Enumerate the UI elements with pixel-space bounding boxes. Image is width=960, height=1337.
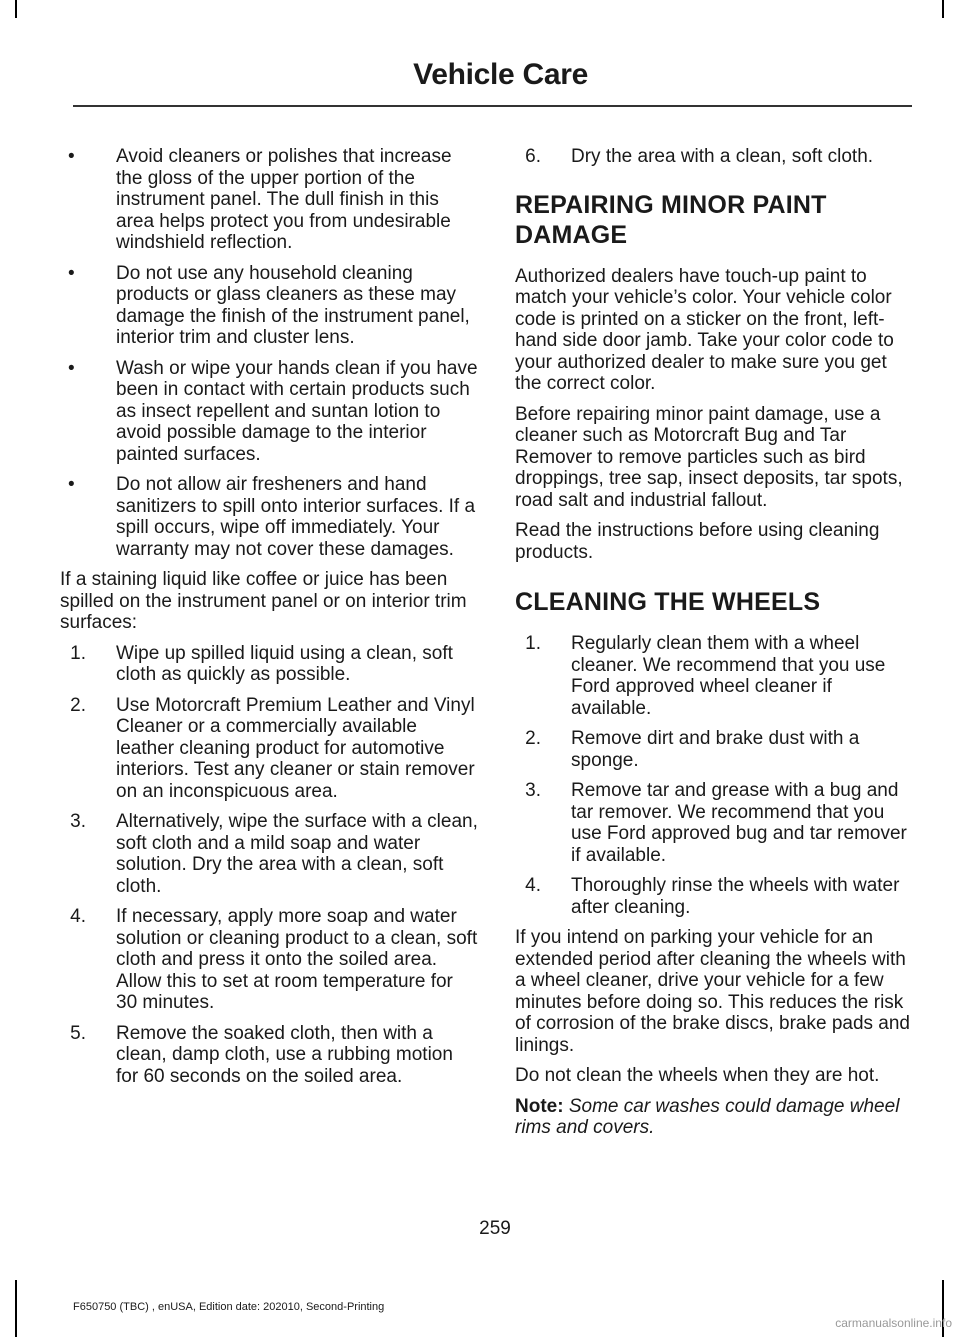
bullet-icon: • bbox=[68, 146, 75, 167]
bullet-text: Avoid cleaners or polishes that increase the gloss of the upper portion of the instrument panel. The dull finish in this area helps protect you from undesirable windshield reflection. bbox=[116, 146, 452, 253]
bullet-item bbox=[60, 474, 478, 560]
step-number: 1. bbox=[70, 642, 86, 664]
crop-mark-bottom-left bbox=[15, 1280, 17, 1337]
step-number: 5. bbox=[70, 1022, 86, 1044]
numbered-step bbox=[60, 695, 478, 803]
note-text: Some car washes could damage wheel rims and covers. bbox=[515, 1095, 900, 1138]
step-number: 2. bbox=[525, 728, 541, 749]
left-column bbox=[60, 146, 478, 1096]
paragraph: Do not clean the wheels when they are hot. bbox=[515, 1065, 880, 1086]
step-number: 2. bbox=[70, 694, 86, 716]
step-number: 3. bbox=[525, 780, 541, 801]
step-number: 4. bbox=[525, 875, 541, 896]
step-text: Remove the soaked cloth, then with a clean, damp cloth, use a rubbing motion for 60 seconds on the soiled area. bbox=[116, 1022, 453, 1087]
bullet-text: Wash or wipe your hands clean if you have been in contact with certain products such as insect repellent and suntan lotion to avoid possible damage to the interior painted surfaces. bbox=[116, 357, 478, 465]
bullet-icon: • bbox=[68, 262, 75, 284]
section-heading-cleaning-wheels: CLEANING THE WHEELS bbox=[515, 588, 821, 616]
step-text: Remove dirt and brake dust with a sponge. bbox=[571, 728, 860, 771]
step-text: Regularly clean them with a wheel cleaner. We recommend that you use Ford approved wheel cleaner if available. bbox=[571, 633, 886, 719]
bullet-item bbox=[60, 358, 478, 466]
paragraph: Authorized dealers have touch-up paint to match your vehicle’s color. Your vehicle color code is printed on a sticker on the front, left-hand side door jamb. Take your color code to your authorized dealer to make sure you get the correct color. bbox=[515, 265, 894, 394]
bullet-item bbox=[60, 146, 478, 254]
numbered-step bbox=[515, 875, 912, 918]
paragraph: If you intend on parking your vehicle for an extended period after cleaning the wheels with a wheel cleaner, drive your vehicle for a few minutes before doing so. This reduces the risk of corrosion of the brake discs, brake pads and linings. bbox=[515, 927, 911, 1056]
step-number: 4. bbox=[70, 906, 86, 927]
numbered-step bbox=[515, 146, 912, 168]
numbered-step bbox=[60, 906, 478, 1014]
bullet-text: Do not use any household cleaning products or glass cleaners as these may damage the finish of the instrument panel, interior trim and cluster lens. bbox=[116, 262, 470, 348]
step-text: Alternatively, wipe the surface with a clean, soft cloth and a mild soap and water solution. Dry the area with a clean, soft cloth. bbox=[116, 811, 478, 897]
watermark: carmanualsonline.info bbox=[835, 1316, 952, 1330]
note-label: Note: bbox=[515, 1095, 564, 1117]
right-column bbox=[515, 146, 912, 1148]
crop-mark-top-left bbox=[15, 0, 17, 18]
bullet-item bbox=[60, 263, 478, 349]
paragraph: Read the instructions before using cleaning products. bbox=[515, 520, 880, 563]
page-number: 259 bbox=[479, 1218, 511, 1239]
bullet-icon: • bbox=[68, 357, 75, 379]
crop-mark-top-right bbox=[942, 0, 944, 18]
step-text: If necessary, apply more soap and water solution or cleaning product to a clean, soft cloth and press it onto the soiled area. Allow this to set at room temperature for 30 minutes. bbox=[116, 906, 478, 1013]
bullet-text: Do not allow air fresheners and hand sanitizers to spill onto interior surfaces. If a spill occurs, wipe off immediately. Your warranty may not cover these damages. bbox=[116, 474, 476, 560]
note-paragraph bbox=[515, 1096, 912, 1139]
numbered-step bbox=[515, 728, 912, 771]
numbered-step bbox=[60, 811, 478, 897]
header-divider bbox=[73, 105, 912, 107]
step-text: Wipe up spilled liquid using a clean, soft cloth as quickly as possible. bbox=[116, 642, 453, 685]
step-text: Use Motorcraft Premium Leather and Vinyl Cleaner or a commercially available leather cleaning product for automotive interiors. Test any cleaner or stain remover on an inconspicuous area. bbox=[116, 694, 475, 802]
step-number: 6. bbox=[525, 146, 541, 167]
paragraph: Before repairing minor paint damage, use a cleaner such as Motorcraft Bug and Tar Remover to remove particles such as bird droppings, tree sap, insect deposits, tar spots, road salt and industrial fallout. bbox=[515, 403, 903, 511]
numbered-step bbox=[515, 633, 912, 719]
step-text: Remove tar and grease with a bug and tar remover. We recommend that you use Ford approved bug and tar remover if available. bbox=[571, 780, 907, 866]
numbered-step bbox=[60, 643, 478, 686]
page-title: Vehicle Care bbox=[413, 58, 588, 91]
spill-intro-paragraph: If a staining liquid like coffee or juice has been spilled on the instrument panel or on interior trim surfaces: bbox=[60, 569, 467, 633]
section-heading-paint-damage: REPAIRING MINOR PAINT DAMAGE bbox=[515, 190, 827, 249]
step-text: Dry the area with a clean, soft cloth. bbox=[571, 146, 874, 167]
numbered-step bbox=[515, 780, 912, 866]
step-text: Thoroughly rinse the wheels with water after cleaning. bbox=[571, 875, 900, 918]
step-number: 3. bbox=[70, 811, 86, 832]
bullet-icon: • bbox=[68, 474, 75, 495]
numbered-step bbox=[60, 1023, 478, 1088]
footer-edition-info: F650750 (TBC) , enUSA, Edition date: 202010, Second-Printing bbox=[73, 1301, 385, 1313]
step-number: 1. bbox=[525, 633, 541, 654]
